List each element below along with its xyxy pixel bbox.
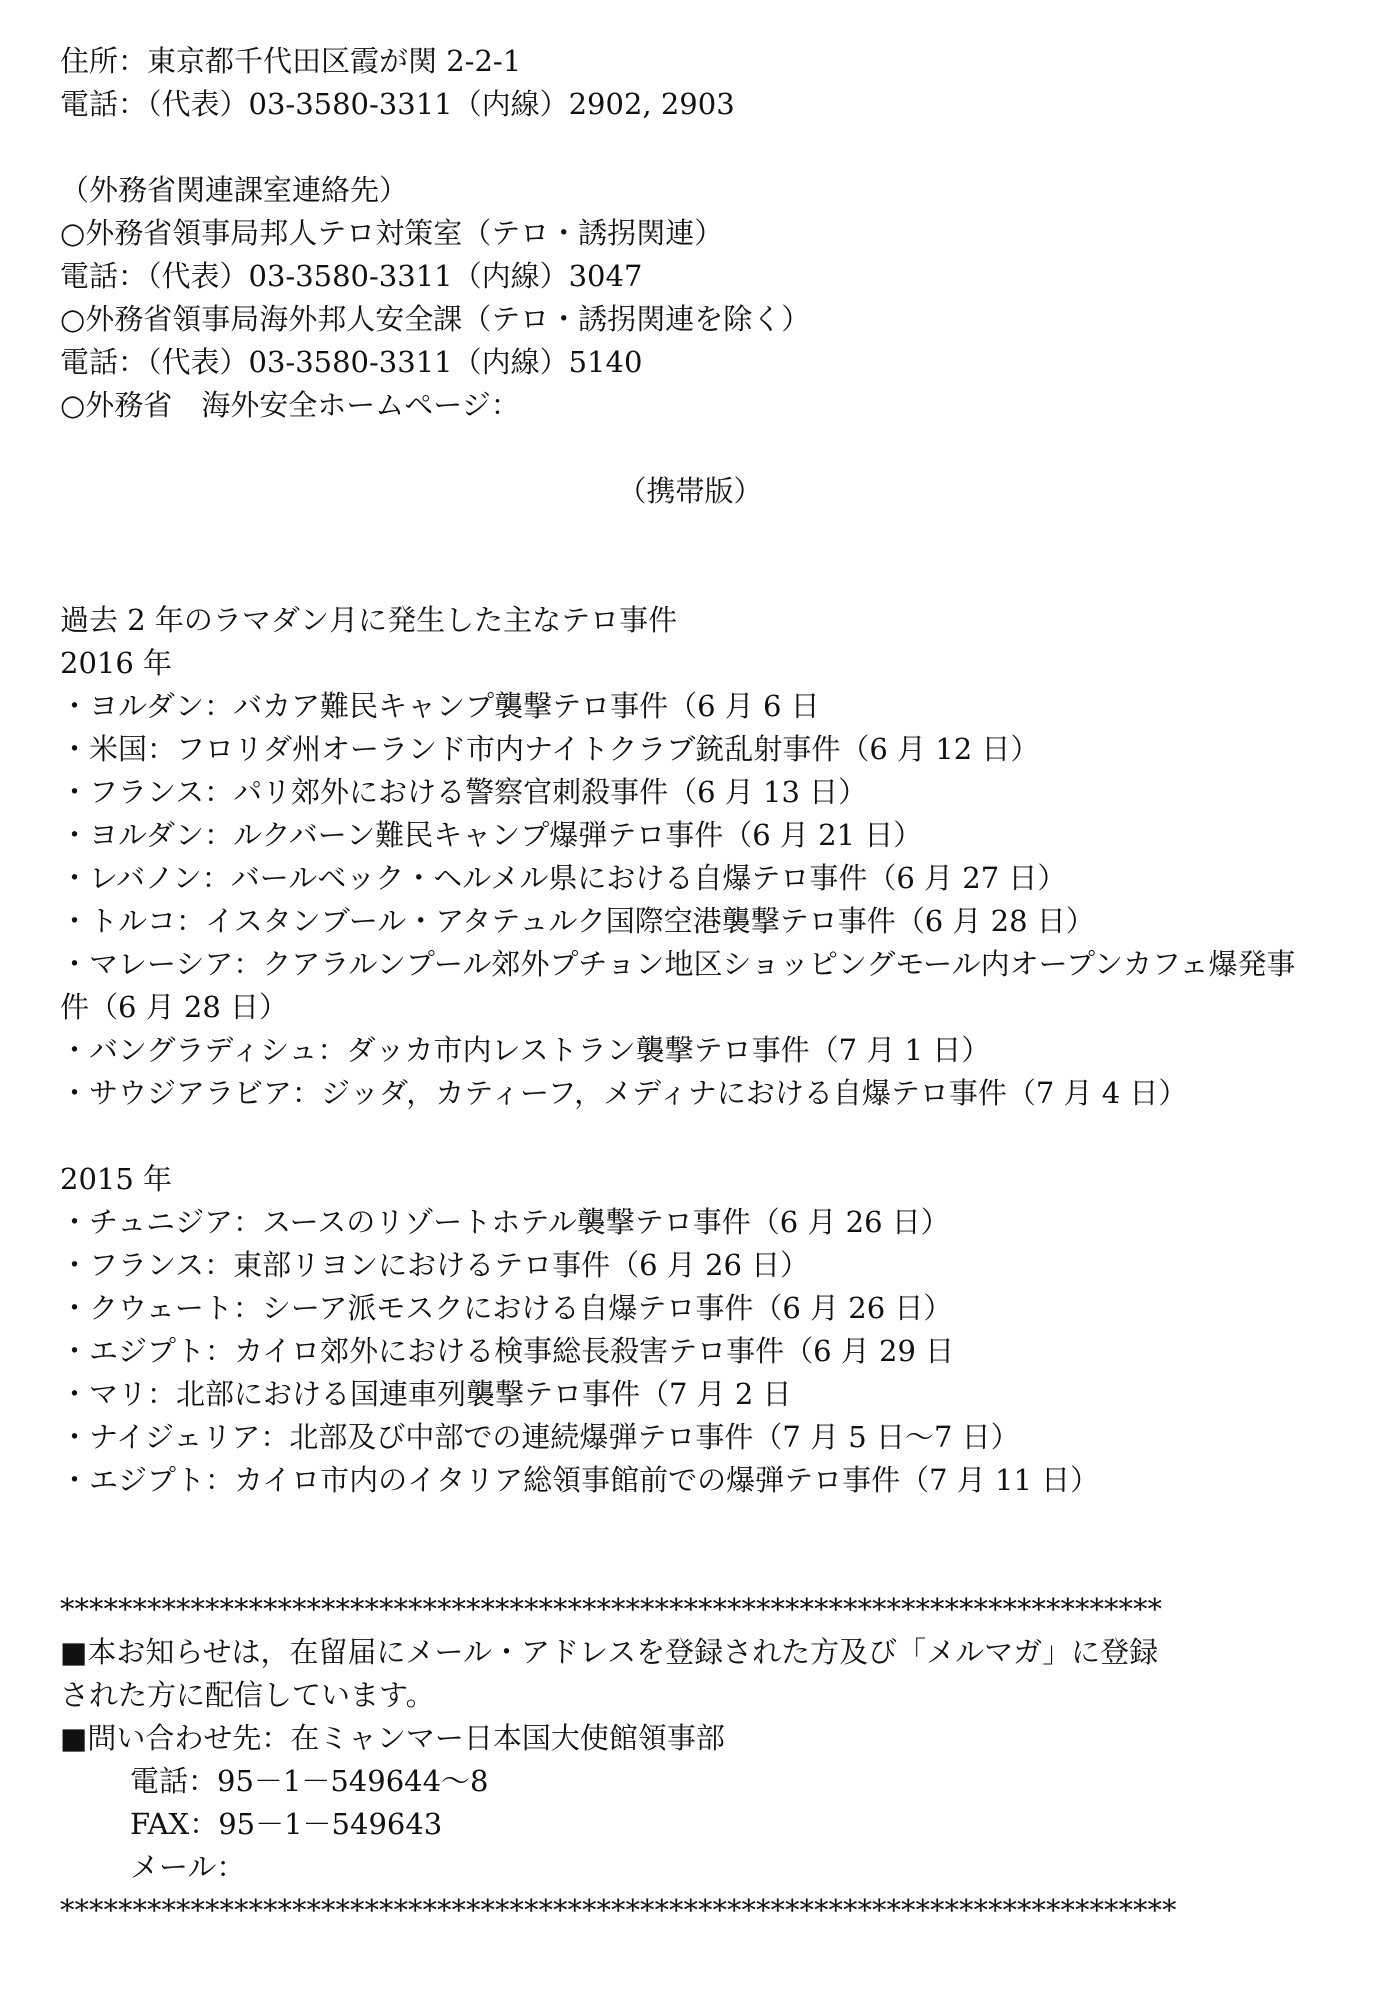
incident-2016-item: ・トルコ：イスタンブール・アタテュルク国際空港襲撃テロ事件（6 月 28 日） — [60, 904, 1095, 938]
mofa-contact-line: 電話：（代表）03-3580-3311（内線）3047 — [60, 259, 643, 293]
incident-2016-item: ・フランス：パリ郊外における警察官刺殺事件（6 月 13 日） — [60, 775, 868, 809]
separator-bottom: ***************************************************************************** — [60, 1893, 1177, 1927]
mofa-contact-line: 電話：（代表）03-3580-3311（内線）5140 — [60, 345, 643, 379]
year-2015-label: 2015 年 — [60, 1162, 173, 1196]
embassy-mail: メール： — [130, 1850, 246, 1884]
incident-2015-item: ・フランス：東部リヨンにおけるテロ事件（6 月 26 日） — [60, 1248, 810, 1282]
embassy-phone: 電話：95－1－549644～8 — [130, 1764, 489, 1798]
inquiry-line: ■問い合わせ先：在ミャンマー日本国大使館領事部 — [60, 1721, 725, 1755]
incident-2015-item: ・チュニジア：スースのリゾートホテル襲撃テロ事件（6 月 26 日） — [60, 1205, 950, 1239]
year-2016-label: 2016 年 — [60, 646, 173, 680]
incident-2015-item: ・マリ：北部における国連車列襲撃テロ事件（7 月 2 日 — [60, 1377, 792, 1411]
incident-2015-item: ・クウェート：シーア派モスクにおける自爆テロ事件（6 月 26 日） — [60, 1291, 953, 1325]
notice-line: された方に配信しています。 — [60, 1678, 435, 1712]
embassy-fax: FAX：95－1－549643 — [130, 1807, 443, 1841]
separator-top: **************************************************************************** — [60, 1592, 1162, 1626]
mofa-contact-line: ○外務省領事局邦人テロ対策室（テロ・誘拐関連） — [60, 216, 724, 250]
incident-2015-item: ・エジプト：カイロ市内のイタリア総領事館前での爆弾テロ事件（7 月 11 日） — [60, 1463, 1100, 1497]
address-phone-line: 電話：（代表）03-3580-3311（内線）2902, 2903 — [60, 87, 735, 121]
incident-2016-item: ・バングラディシュ：ダッカ市内レストラン襲撃テロ事件（7 月 1 日） — [60, 1033, 991, 1067]
mofa-contact-line: ○外務省領事局海外邦人安全課（テロ・誘拐関連を除く） — [60, 302, 811, 336]
incident-2015-item: ・ナイジェリア：北部及び中部での連続爆弾テロ事件（7 月 5 日～7 日） — [60, 1420, 1020, 1454]
incident-2016-item: ・ヨルダン：バカア難民キャンプ襲撃テロ事件（6 月 6 日 — [60, 689, 820, 723]
incident-2016-item: ・ヨルダン：ルクバーン難民キャンプ爆弾テロ事件（6 月 21 日） — [60, 818, 923, 852]
spacer — [60, 427, 1350, 470]
document-body — [60, 40, 1350, 1932]
incident-2016-item: ・サウジアラビア：ジッダ，カティーフ，メディナにおける自爆テロ事件（7 月 4 日） — [60, 1076, 1188, 1110]
spacer — [60, 126, 1350, 169]
incidents-heading: 過去 2 年のラマダン月に発生した主なテロ事件 — [60, 603, 678, 637]
mofa-contact-line: ○外務省 海外安全ホームページ： — [60, 388, 520, 422]
incident-2016-item-continued: 件（6 月 28 日） — [60, 990, 289, 1024]
incident-2016-item: ・レバノン：バールベック・ヘルメル県における自爆テロ事件（6 月 27 日） — [60, 861, 1067, 895]
mobile-version-label: （携帯版） — [617, 474, 763, 508]
spacer — [60, 1502, 1350, 1588]
mofa-contacts-heading: （外務省関連課室連絡先） — [60, 173, 409, 207]
spacer — [60, 1115, 1350, 1158]
incident-2015-item: ・エジプト：カイロ郊外における検事総長殺害テロ事件（6 月 29 日 — [60, 1334, 955, 1368]
spacer — [60, 513, 1350, 599]
incident-2016-item: ・米国：フロリダ州オーランド市内ナイトクラブ銃乱射事件（6 月 12 日） — [60, 732, 1040, 766]
incident-2016-item: ・マレーシア：クアラルンプール郊外プチョン地区ショッピングモール内オープンカフェ爆発事 — [60, 947, 1296, 981]
notice-line: ■本お知らせは，在留届にメール・アドレスを登録された方及び「メルマガ」に登録 — [60, 1635, 1159, 1669]
address-line: 住所：東京都千代田区霞が関 2-2-1 — [60, 44, 522, 78]
